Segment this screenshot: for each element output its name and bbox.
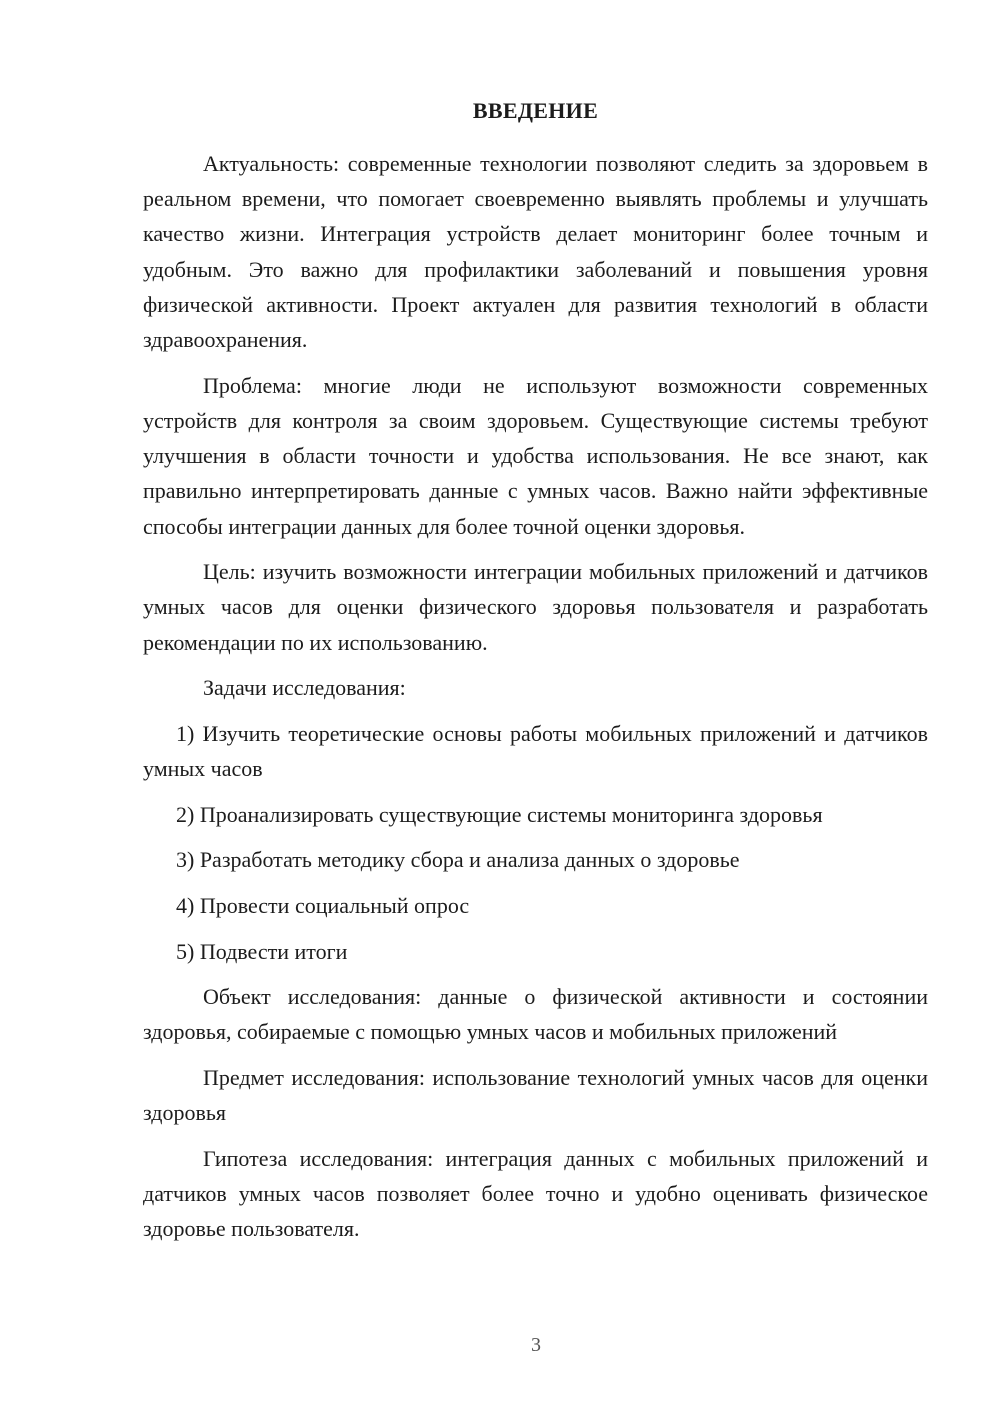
task-item-4: 4) Провести социальный опрос bbox=[176, 892, 470, 918]
task-item-1: 1) Изучить теоретические основы работы мобильных приложений и датчиков умных часов bbox=[143, 720, 928, 782]
page-title: ВВЕДЕНИЕ bbox=[472, 98, 599, 123]
task-item-3: 3) Разработать методику сбора и анализа данных о здоровье bbox=[176, 847, 740, 873]
tasks-heading: Задачи исследования: bbox=[203, 675, 406, 701]
task-item-2: 2) Проанализировать существующие системы мониторинга здоровья bbox=[176, 801, 823, 827]
paragraph-problem: Проблема: многие люди не используют возможности современных устройств для контроля за своим здоровьем. Существующие системы требуют улучшения в области точности и удобства использования. Не все знают, как правильно интерпретировать данные с умных часов. Важно найти эффективные способы интеграции данных для более точной оценки здоровья. bbox=[143, 372, 928, 539]
page-number: 3 bbox=[531, 1334, 541, 1356]
task-item-5: 5) Подвести итоги bbox=[176, 938, 348, 964]
page-content bbox=[143, 96, 928, 1247]
paragraph-hypothesis: Гипотеза исследования: интеграция данных с мобильных приложений и датчиков умных часов позволяет более точно и удобно оценивать физическое здоровье пользователя. bbox=[143, 1146, 928, 1242]
paragraph-subject: Предмет исследования: использование технологий умных часов для оценки здоровья bbox=[143, 1065, 928, 1126]
paragraph-goal: Цель: изучить возможности интеграции мобильных приложений и датчиков умных часов для оценки физического здоровья пользователя и разработать рекомендации по их использованию. bbox=[143, 559, 928, 655]
paragraph-object: Объект исследования: данные о физической активности и состоянии здоровья, собираемые с помощью умных часов и мобильных приложений bbox=[143, 984, 928, 1045]
tasks-list bbox=[143, 716, 928, 969]
paragraph-relevance: Актуальность: современные технологии позволяют следить за здоровьем в реальном времени, что помогает своевременно выявлять проблемы и улучшать качество жизни. Интеграция устройств делает мониторинг более точным и удобным. Это важно для профилактики заболеваний и повышения уровня физической активности. Проект актуален для развития технологий в области здравоохранения. bbox=[143, 151, 928, 353]
